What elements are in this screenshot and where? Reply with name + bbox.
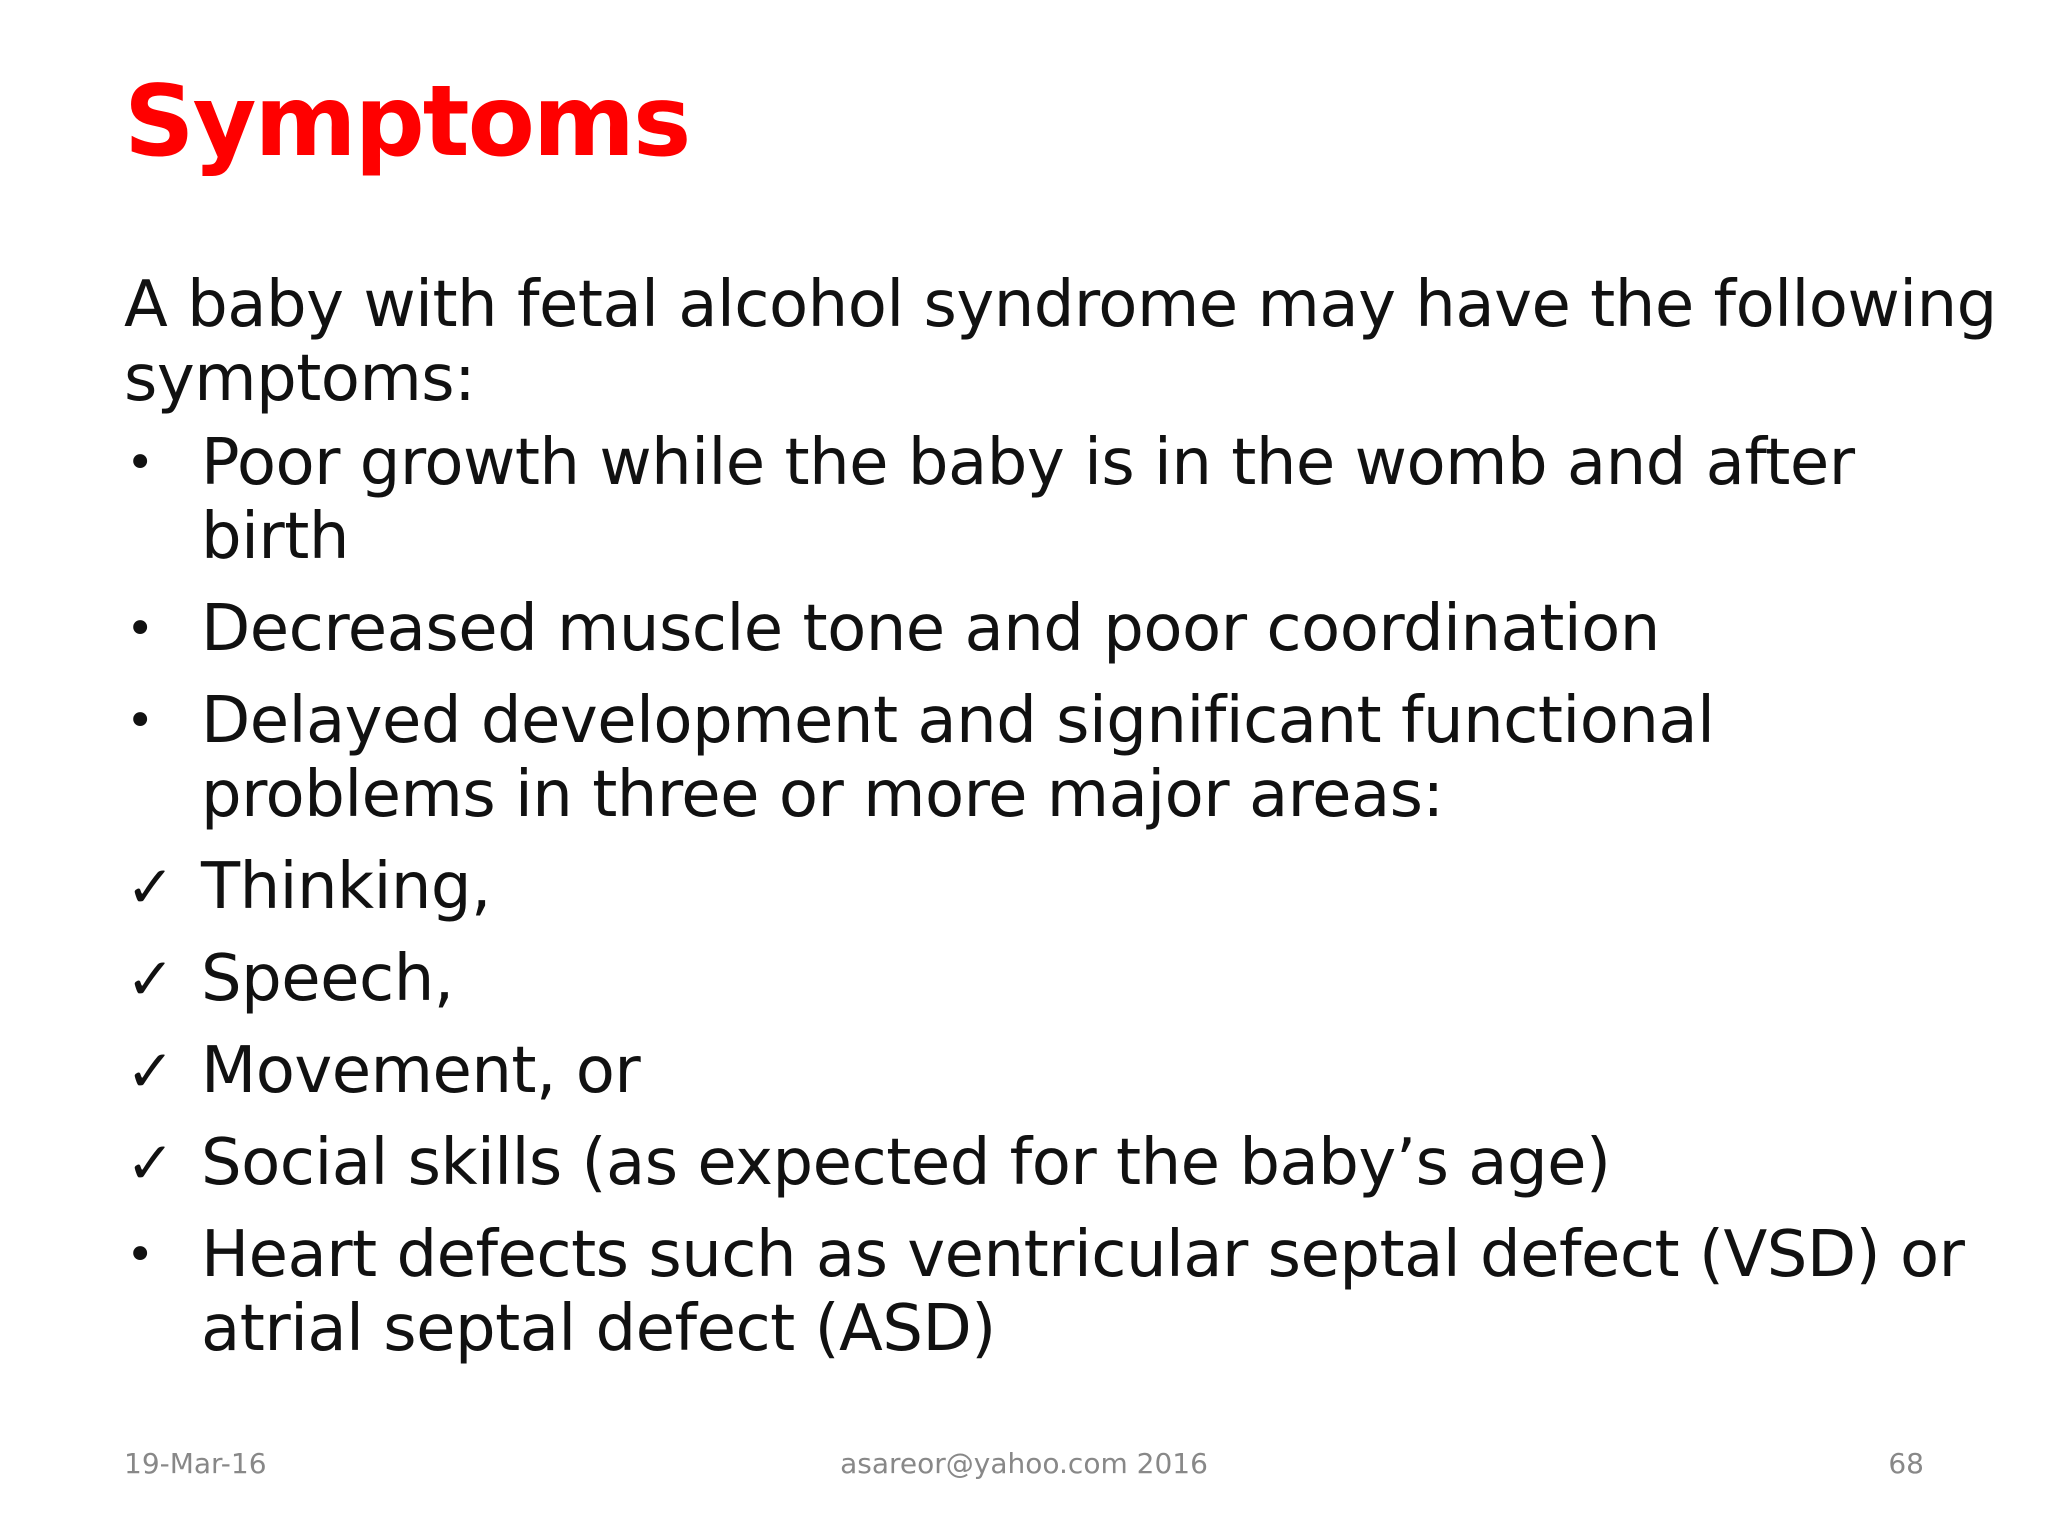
list-item bbox=[124, 426, 2004, 574]
list-item-text: Delayed development and significant functional problems in three or more major areas: bbox=[201, 684, 1715, 832]
intro-text: A baby with fetal alcohol syndrome may have the following symptoms: bbox=[124, 268, 1997, 416]
bullet-icon: • bbox=[126, 435, 154, 491]
checkmark-icon: ✓ bbox=[126, 1037, 175, 1105]
list-item bbox=[124, 942, 2004, 1016]
bullet-icon: • bbox=[126, 601, 154, 657]
list-item bbox=[124, 1034, 2004, 1108]
footer-date: 19-Mar-16 bbox=[124, 1447, 267, 1480]
slide-title: Symptoms bbox=[124, 65, 690, 179]
list-item-text: Movement, or bbox=[201, 1034, 641, 1108]
footer-author: asareor@yahoo.com 2016 bbox=[840, 1447, 1208, 1480]
list-item-text: Thinking, bbox=[201, 850, 491, 924]
list-item bbox=[124, 1218, 2004, 1366]
list-item bbox=[124, 850, 2004, 924]
list-item-text: Heart defects such as ventricular septal defect (VSD) or atrial septal defect (ASD) bbox=[201, 1218, 1965, 1366]
list-item-text: Speech, bbox=[201, 942, 454, 1016]
list-item-text: Social skills (as expected for the baby’s age) bbox=[201, 1126, 1611, 1200]
list-item bbox=[124, 1126, 2004, 1200]
page-number: 68 bbox=[1888, 1447, 1924, 1480]
bullet-icon: • bbox=[126, 1227, 154, 1283]
checkmark-icon: ✓ bbox=[126, 1129, 175, 1197]
list-item-text: Poor growth while the baby is in the womb and after birth bbox=[201, 426, 1855, 574]
list-item-text: Decreased muscle tone and poor coordination bbox=[201, 592, 1660, 666]
list-item bbox=[124, 684, 2004, 832]
checkmark-icon: ✓ bbox=[126, 853, 175, 921]
bullet-icon: • bbox=[126, 693, 154, 749]
checkmark-icon: ✓ bbox=[126, 945, 175, 1013]
list-item bbox=[124, 592, 2004, 666]
slide-content bbox=[124, 268, 2004, 1384]
